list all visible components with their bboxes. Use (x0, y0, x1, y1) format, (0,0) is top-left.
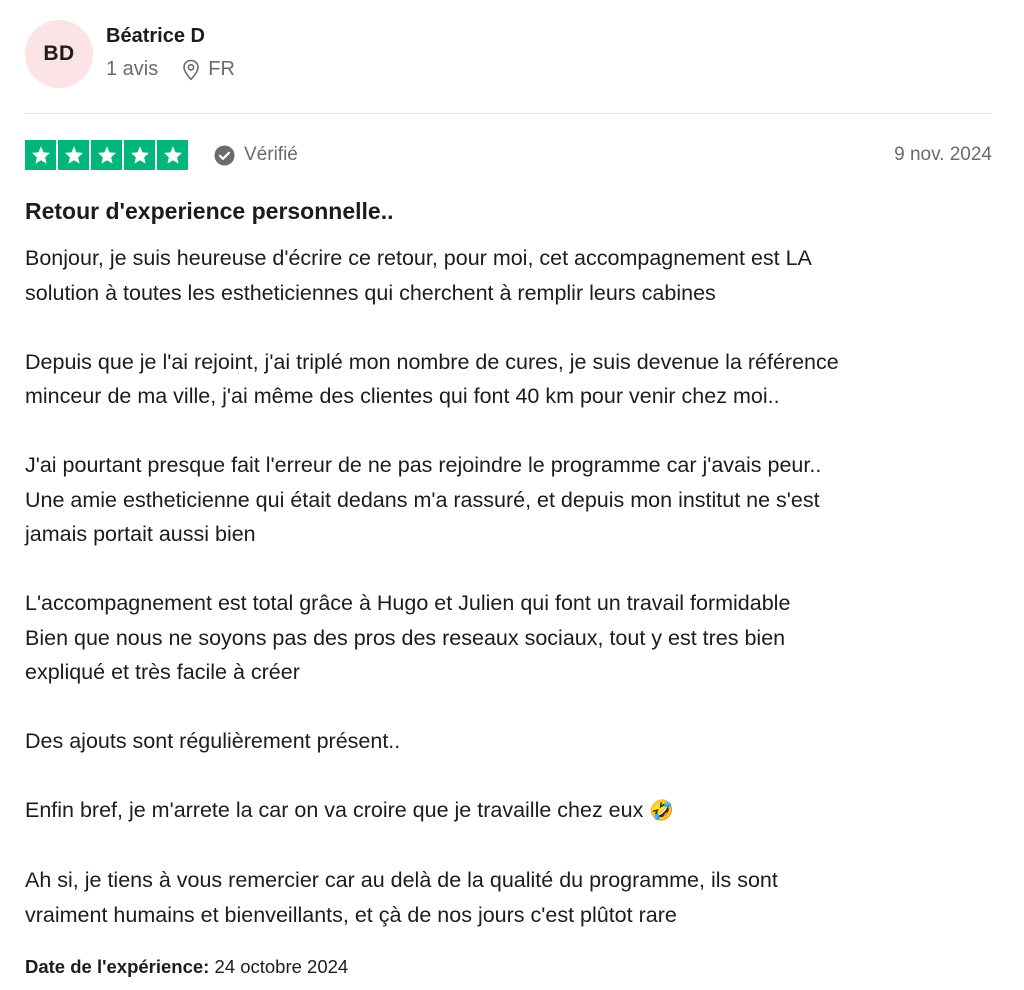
verified-label: Vérifié (244, 144, 298, 165)
star-rating (25, 140, 188, 170)
rating-row (25, 140, 992, 170)
review-title[interactable]: Retour d'experience personnelle.. (25, 198, 394, 224)
experience-date-value: 24 octobre 2024 (214, 956, 349, 977)
star-icon (25, 140, 56, 170)
review-paragraph: Bonjour, je suis heureuse d'écrire ce retour, pour moi, cet accompagnement est LA solution à toutes les estheticiennes qui cherchent à remplir leurs cabines (25, 246, 812, 305)
star-icon (124, 140, 155, 170)
reviewer-country: FR (208, 58, 235, 80)
location-pin-icon (182, 59, 200, 81)
reviewer-meta (106, 58, 235, 81)
divider (25, 113, 992, 114)
review-body (25, 241, 995, 932)
experience-date-label: Date de l'expérience: (25, 956, 210, 977)
review-paragraph-with-emoji (25, 793, 995, 829)
star-icon (157, 140, 188, 170)
review-paragraph: Enfin bref, je m'arrete la car on va croire que je travaille chez eux (25, 798, 644, 822)
review-paragraph: Depuis que je l'ai rejoint, j'ai triplé mon nombre de cures, je suis devenue la référence minceur de ma ville, j'ai même des clientes qui font 40 km pour venir chez moi.. (25, 349, 839, 408)
review-paragraph: J'ai pourtant presque fait l'erreur de ne pas rejoindre le programme car j'avais peur.. Une amie estheticienne qui était dedans m'a rassuré, et depuis mon institut ne s'est jamais portait aussi bien (25, 453, 822, 546)
review-count: 1 avis (106, 58, 159, 80)
verified-check-icon (214, 145, 235, 166)
experience-date (25, 956, 348, 978)
reviewer-name[interactable]: Béatrice D (106, 25, 205, 47)
avatar[interactable]: BD (25, 20, 93, 88)
verified-badge[interactable] (214, 144, 298, 166)
review-paragraph: Des ajouts sont régulièrement présent.. (25, 729, 401, 753)
review-paragraph: L'accompagnement est total grâce à Hugo et Julien qui font un travail formidable Bien que nous ne soyons pas des pros des reseaux sociaux, tout y est tres bien expliqué et très facile à créer (25, 591, 791, 684)
star-icon (58, 140, 89, 170)
star-icon (91, 140, 122, 170)
review-paragraph: Ah si, je tiens à vous remercier car au delà de la qualité du programme, ils sont vraiment humains et bienveillants, et çà de nos jours c'est plûtot rare (25, 868, 778, 927)
laughing-emoji-icon: 🤣 (649, 800, 675, 822)
review-date: 9 nov. 2024 (894, 144, 992, 165)
